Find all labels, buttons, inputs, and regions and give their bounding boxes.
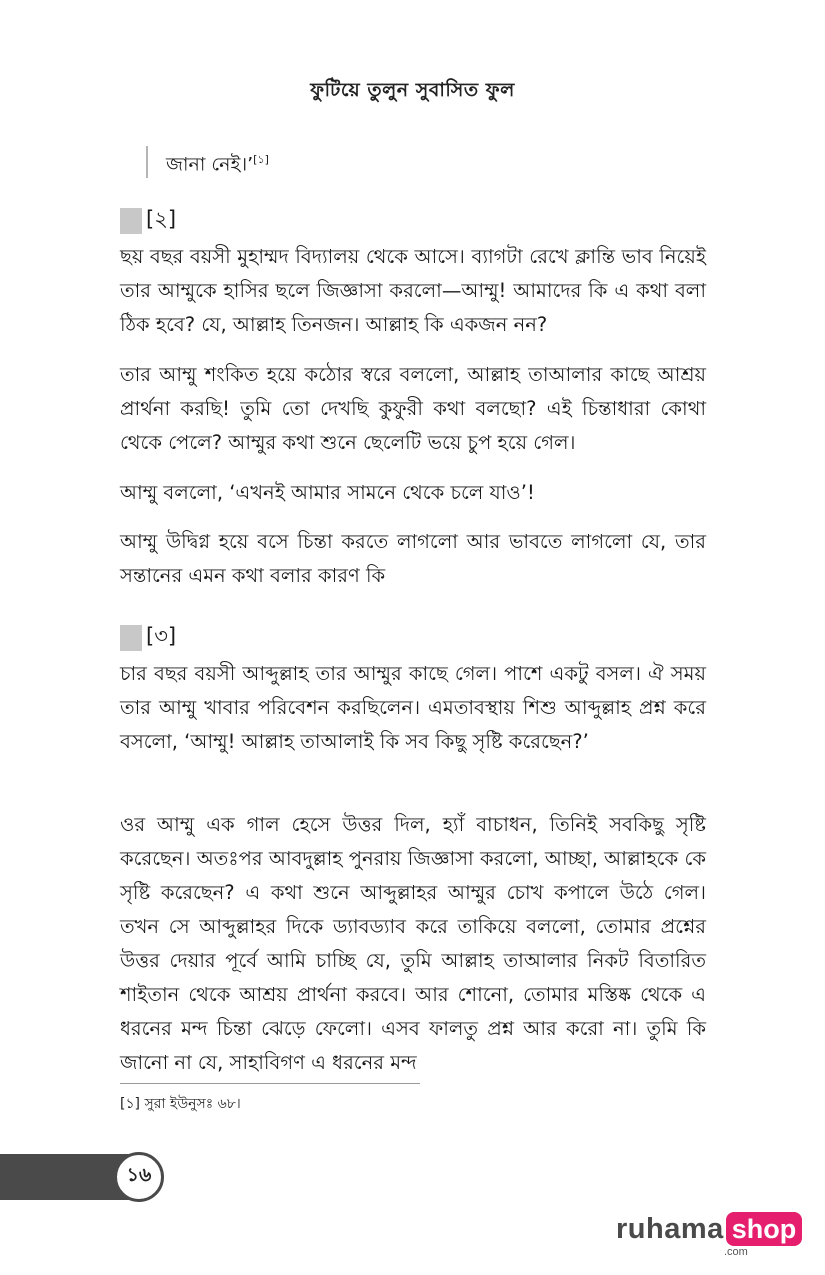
footnote-ref[interactable]: [১] <box>253 153 269 166</box>
section-heading-2 <box>120 203 176 238</box>
running-header: ফুটিয়ে তুলুন সুবাসিত ফুল <box>310 79 515 101</box>
paragraph: ওর আম্মু এক গাল হেসে উত্তর দিল, হ্যাঁ বাচাধন, তিনিই সবকিছু সৃষ্টি করেছেন। অতঃপর আবদুল্লাহ পুনরায় জিজ্ঞাসা করলো, আচ্ছা, আল্লাহকে কে সৃষ্টি করেছেন? এ কথা শুনে আব্দুল্লাহর আম্মুর চোখ কপালে উঠে গেল। তখন সে আব্দুল্লাহর দিকে ড্যাবড্যাব করে তাকিয়ে বললো, তোমার প্রশ্নের উত্তর দেয়ার পূর্বে আমি চাচ্ছি যে, তুমি আল্লাহ তাআলার নিকট বিতারিত শাইতান থেকে আশ্রয় প্রার্থনা করবে। আর শোনো, তোমার মস্তিষ্ক থেকে এ ধরনের মন্দ চিন্তা ঝেড়ে ফেলো। এসব ফালতু প্রশ্ন আর করো না। তুমি কি জানো না যে, সাহাবিগণ এ ধরনের মন্দ <box>120 812 706 1074</box>
quote-continuation <box>146 146 269 178</box>
section-number: [২] <box>146 207 177 231</box>
section-number: [৩] <box>146 624 177 648</box>
paragraph: তার আম্মু শংকিত হয়ে কঠোর স্বরে বললো, আল্লাহ তাআলার কাছে আশ্রয় প্রার্থনা করছি! তুমি তো দেখছি কুফুরী কথা বলছো? এই চিন্তাধারা কোথা থেকে পেলে? আম্মুর কথা শুনে ছেলেটি ভয়ে চুপ হয়ে গেল। <box>120 362 706 454</box>
paragraph: আম্মু বললো, ‘এখনই আমার সামনে থেকে চলে যাও’! <box>120 480 535 504</box>
logo-domain: .com <box>724 1246 748 1258</box>
paragraph: আম্মু উদ্বিগ্ন হয়ে বসে চিন্তা করতে লাগলো আর ভাবতে লাগলো যে, তার সন্তানের এমন কথা বলার কারণ কি <box>120 529 706 587</box>
paragraph: চার বছর বয়সী আব্দুল্লাহ তার আম্মুর কাছে গেল। পাশে একটু বসল। ঐ সময় তার আম্মু খাবার পরিবেশন করছিলেন। এমতাবস্থায় শিশু আব্দুল্লাহ প্রশ্ন করে বসলো, ‘আম্মু! আল্লাহ তাআলাই কি সব কিছু সৃষ্টি করেছেন?’ <box>120 661 706 753</box>
paragraph: ছয় বছর বয়সী মুহাম্মদ বিদ্যালয় থেকে আসে। ব্যাগটা রেখে ক্লান্তি ভাব নিয়েই তার আম্মুকে হাসির ছলে জিজ্ঞাসা করলো—আম্মু! আমাদের কি এ কথা বলা ঠিক হবে? যে, আল্লাহ তিনজন। আল্লাহ কি একজন নন? <box>120 244 706 336</box>
section-heading-3 <box>120 620 176 655</box>
section-marker-box <box>120 625 142 651</box>
logo-text-right: shop <box>726 1212 803 1246</box>
footnote: [১] সুরা ইউনুসঃ ৬৮। <box>120 1096 241 1112</box>
quote-text: জানা নেই।’ <box>166 153 254 176</box>
section-marker-box <box>120 208 142 234</box>
footnote-divider <box>120 1083 420 1084</box>
logo-text-left: ruhama <box>616 1212 724 1245</box>
page-number: ১৬ <box>114 1152 164 1202</box>
publisher-logo <box>616 1212 802 1246</box>
